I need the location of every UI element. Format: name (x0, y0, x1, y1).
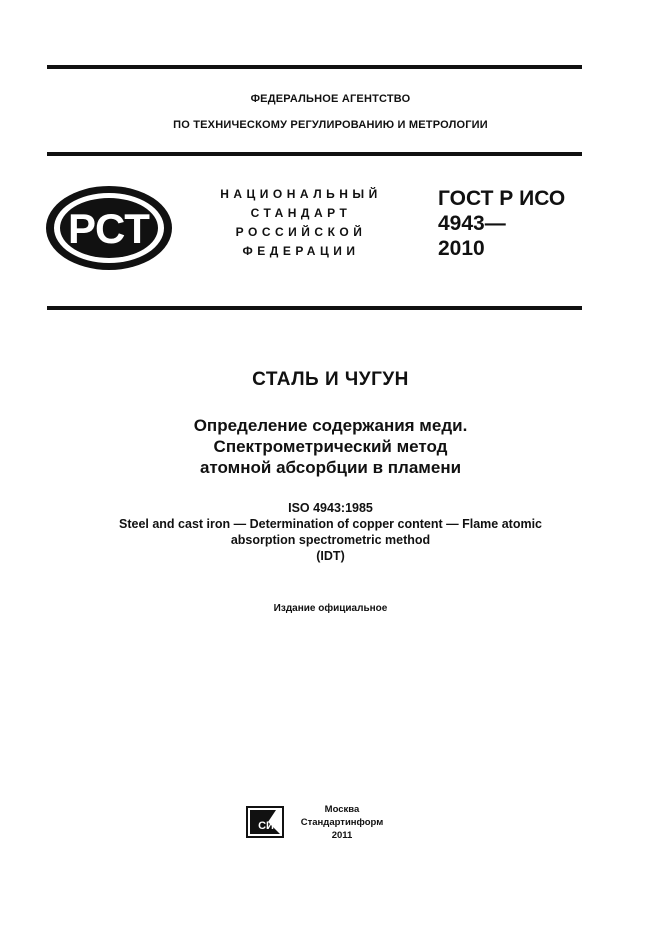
standard-type-line4: ФЕДЕРАЦИИ (242, 244, 360, 258)
top-rule (47, 65, 582, 69)
agency-name-line1: ФЕДЕРАЛЬНОЕ АГЕНТСТВО (250, 93, 411, 105)
header-rule (47, 152, 582, 156)
agency-name-line2: ПО ТЕХНИЧЕСКОМУ РЕГУЛИРОВАНИЮ И МЕТРОЛОГИИ (173, 119, 488, 131)
iso-title-line1: Steel and cast iron — Determination of copper content — Flame atomic (119, 517, 542, 531)
subtitle-line2: Спектрометрический метод (213, 437, 448, 456)
cover-rule (47, 306, 582, 310)
standard-number-line2: 4943— (438, 212, 506, 235)
standard-number-block (438, 186, 565, 261)
iso-equivalence: (IDT) (316, 549, 345, 563)
standartinform-logo-icon (246, 806, 284, 838)
rst-certification-logo-icon (45, 185, 173, 271)
iso-title-line2: absorption spectrometric method (230, 533, 431, 547)
standard-number-line3: 2010 (438, 237, 485, 260)
standard-type-line3: РОССИЙСКОЙ (235, 225, 367, 239)
iso-reference: ISO 4943:1985 (288, 501, 373, 515)
logo-letters: РСТ (68, 205, 150, 252)
subtitle-line3: атомной абсорбции в пламени (199, 458, 462, 477)
standard-type-line1: НАЦИОНАЛЬНЫЙ (220, 187, 382, 201)
publisher-name: Стандартинформ (300, 817, 384, 828)
document-title: СТАЛЬ И ЧУГУН (252, 369, 409, 390)
standard-type-block (196, 185, 406, 261)
publisher-block (292, 803, 392, 842)
subtitle-line1: Определение содержания меди. (193, 416, 468, 435)
publisher-logo-letters: СИ (258, 820, 274, 832)
standard-number-line1: ГОСТ Р ИСО (438, 187, 566, 210)
publisher-city: Москва (324, 804, 360, 815)
standard-type-line2: СТАНДАРТ (250, 206, 352, 220)
publisher-year: 2011 (331, 830, 353, 841)
edition-label: Издание официальное (273, 603, 388, 614)
